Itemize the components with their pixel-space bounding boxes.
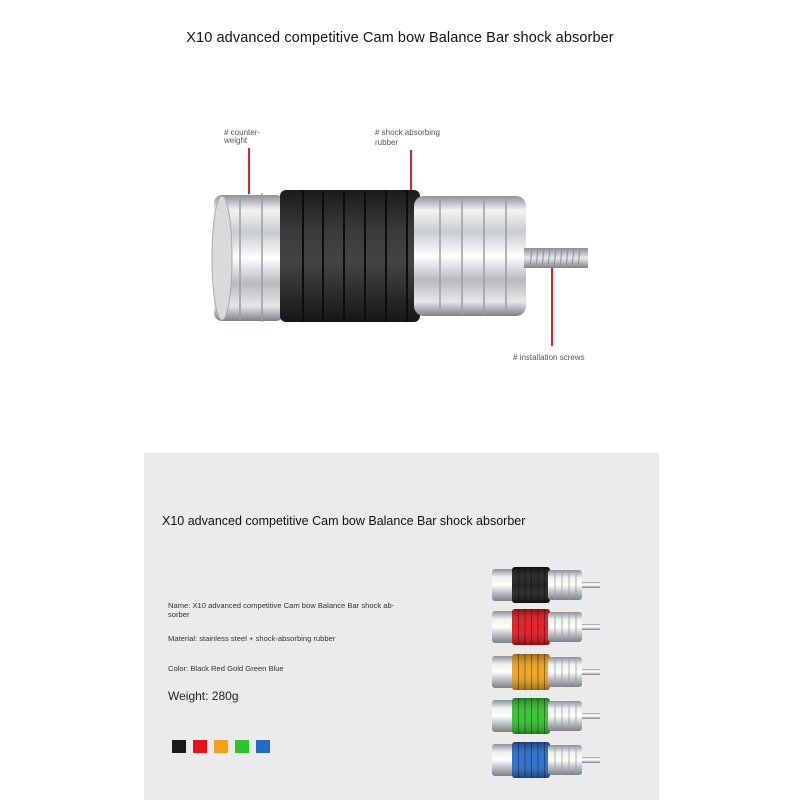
- spec-weight: Weight: 280g: [168, 689, 239, 703]
- variant-screw: [582, 624, 600, 630]
- variant-right-weight: [548, 612, 582, 642]
- variant-right-weight: [548, 570, 582, 600]
- swatch-gold: [214, 740, 228, 753]
- panel-title: X10 advanced competitive Cam bow Balance Bar shock absorber: [162, 514, 526, 528]
- variant-screw: [582, 669, 600, 675]
- variant-right-weight: [548, 657, 582, 687]
- spec-color: Color: Black Red Gold Green Blue: [168, 664, 284, 673]
- page-title: X10 advanced competitive Cam bow Balance Bar shock absorber: [186, 30, 614, 46]
- variant-screw: [582, 757, 600, 763]
- variant-green: [490, 694, 608, 738]
- variant-right-weight: [548, 745, 582, 775]
- variant-red: [490, 605, 608, 649]
- swatch-black: [172, 740, 186, 753]
- spec-name: Name: X10 advanced competitive Cam bow Balance Bar shock ab- sorber: [168, 601, 395, 619]
- spec-panel: [144, 453, 659, 800]
- rubber-annotation: # shock absorbing rubber: [375, 128, 440, 147]
- rubber-block: [280, 190, 420, 322]
- variant-screw: [582, 582, 600, 588]
- variant-screw: [582, 713, 600, 719]
- screw-pointer: [551, 268, 553, 346]
- variant-black: [490, 563, 608, 607]
- rubber-pointer: [410, 150, 412, 190]
- variant-right-weight: [548, 701, 582, 731]
- swatch-green: [235, 740, 249, 753]
- swatch-blue: [256, 740, 270, 753]
- spec-material: Material: stainless steel + shock-absorbing rubber: [168, 634, 336, 643]
- screws-annotation: # installation screws: [513, 353, 585, 362]
- swatch-red: [193, 740, 207, 753]
- right-weight-block: [414, 196, 526, 316]
- counterweight-pointer: [248, 148, 250, 194]
- variant-gold: [490, 650, 608, 694]
- color-swatches: [172, 740, 270, 753]
- variant-blue: [490, 738, 608, 782]
- counterweight-annotation: # counter- weight: [224, 128, 261, 145]
